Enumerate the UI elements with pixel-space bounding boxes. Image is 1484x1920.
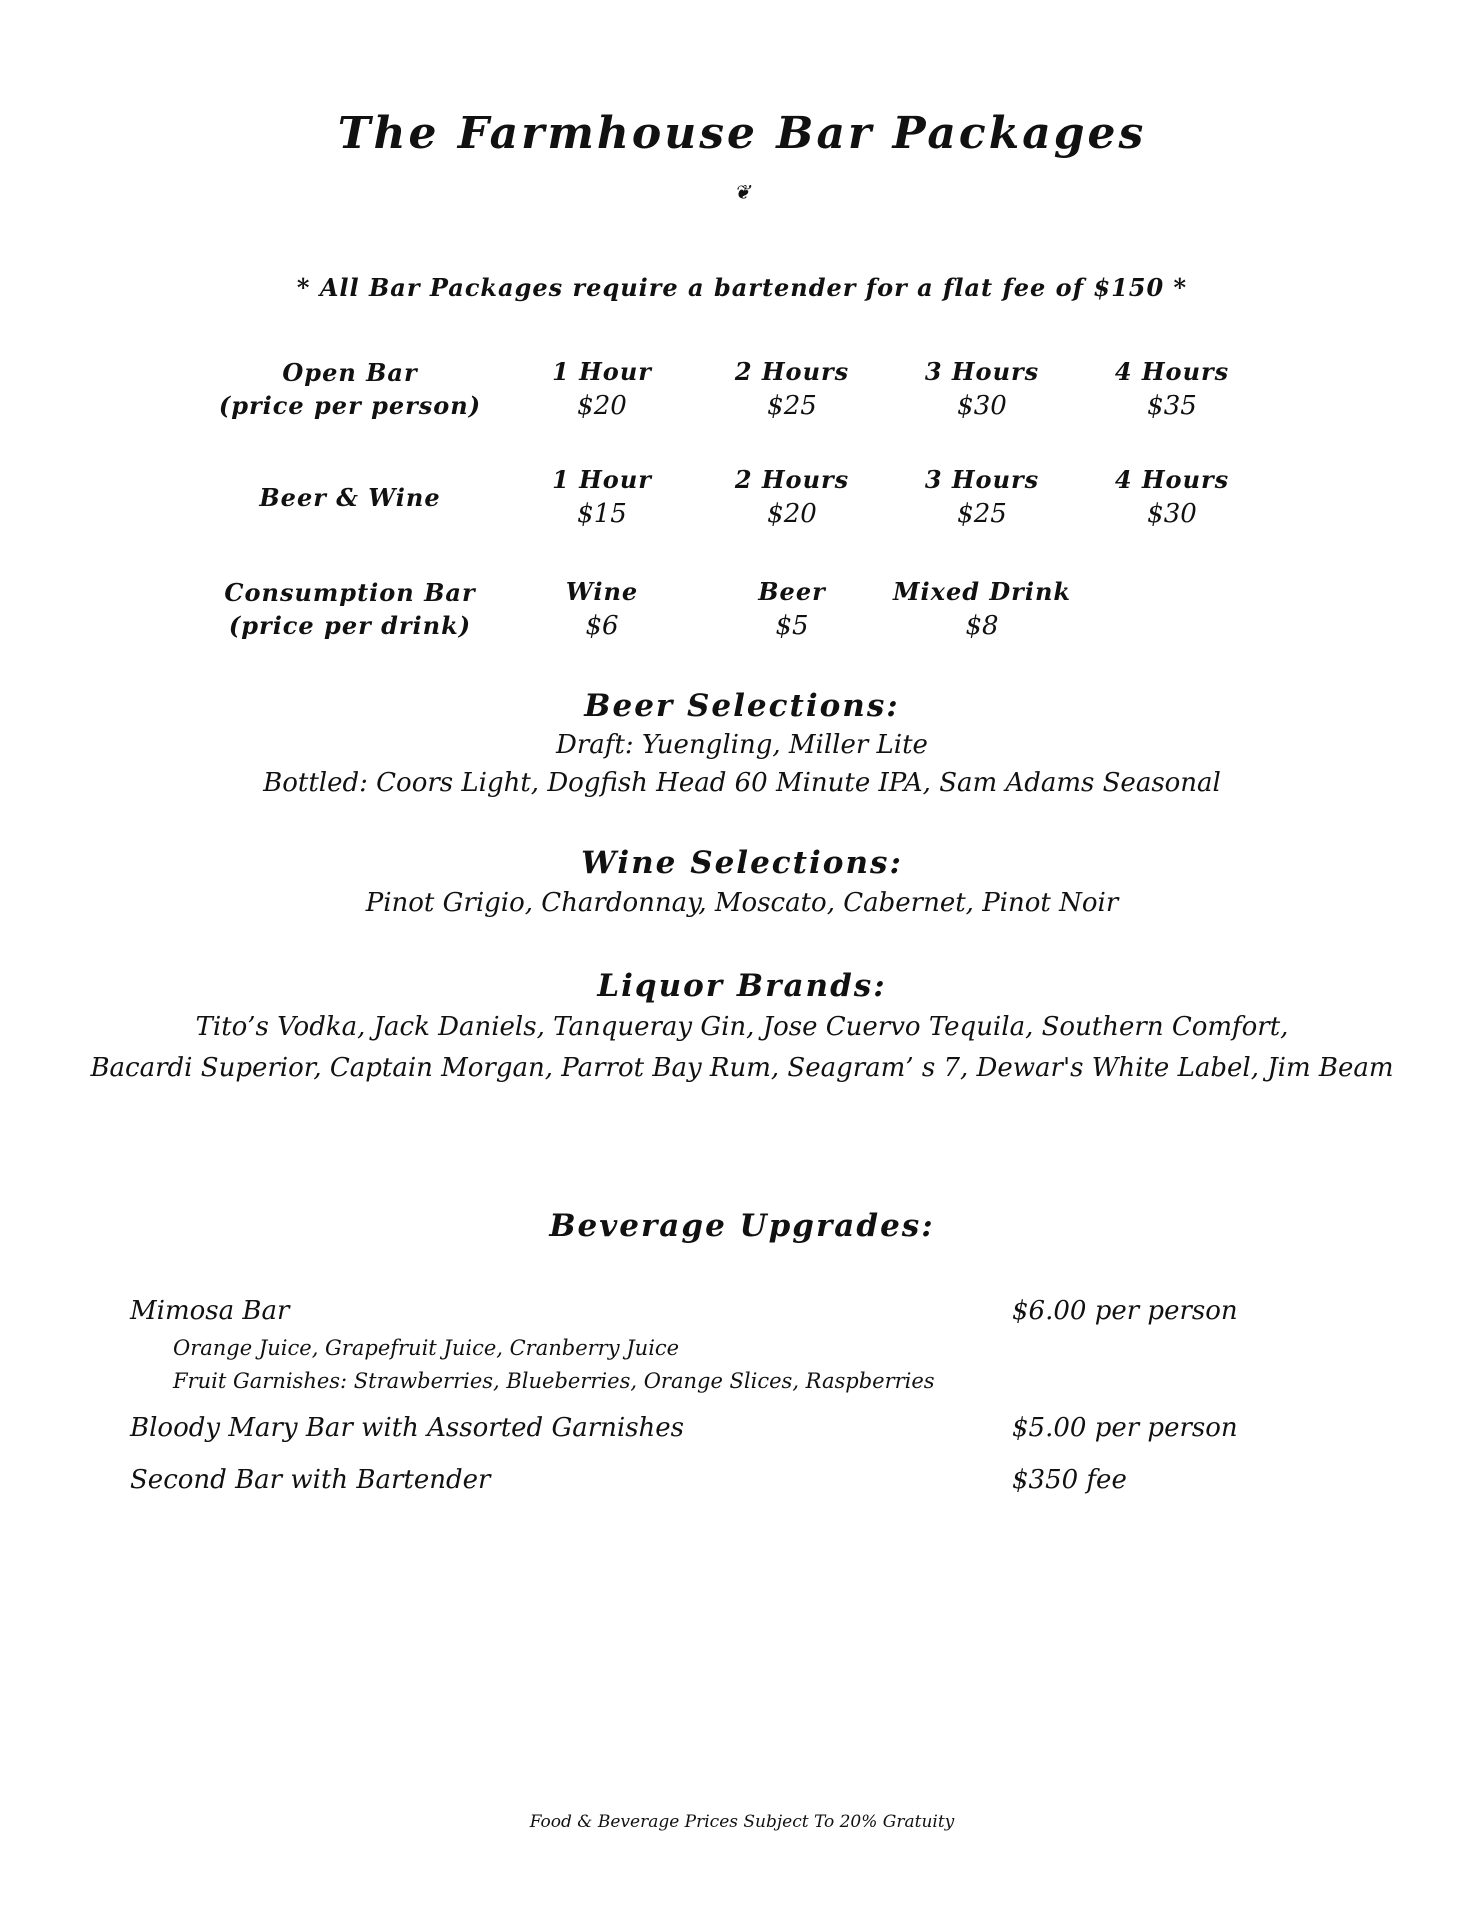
package-subtitle: (price per drink) xyxy=(228,611,472,640)
option-price: $20 xyxy=(577,391,627,421)
upgrade-name-mimosa-bar: Mimosa Bar xyxy=(130,1296,290,1326)
option-name: 1 Hour xyxy=(552,465,652,494)
package-label xyxy=(190,356,510,422)
option-price: $25 xyxy=(957,499,1007,529)
beer-selections-heading: Beer Selections: xyxy=(584,688,900,724)
option-name: 2 Hours xyxy=(734,465,850,494)
option-name: 2 Hours xyxy=(734,357,850,386)
option-price: $5 xyxy=(775,611,809,641)
package-row-beer-wine xyxy=(0,464,1484,554)
package-option xyxy=(887,464,1077,532)
package-option xyxy=(507,356,697,424)
wine-list-line: Pinot Grigio, Chardonnay, Moscato, Cabernet, Pinot Noir xyxy=(365,888,1119,918)
liquor-brands-heading: Liquor Brands: xyxy=(597,968,887,1004)
package-option xyxy=(1077,356,1267,424)
upgrade-price-second-bar: $350 fee xyxy=(1012,1465,1127,1495)
package-option xyxy=(697,464,887,532)
option-price: $35 xyxy=(1147,391,1197,421)
upgrade-name-second-bar: Second Bar with Bartender xyxy=(130,1465,491,1495)
option-name: 4 Hours xyxy=(1114,465,1230,494)
upgrade-detail: Fruit Garnishes: Strawberries, Blueberries, Orange Slices, Raspberries xyxy=(173,1369,935,1393)
package-label xyxy=(190,481,510,514)
upgrade-name-bloody-mary-bar: Bloody Mary Bar with Assorted Garnishes xyxy=(130,1413,685,1443)
package-subtitle: (price per person) xyxy=(218,391,482,420)
package-option xyxy=(1077,464,1267,532)
package-name: Open Bar xyxy=(282,358,418,387)
package-row-open-bar xyxy=(0,356,1484,446)
option-name: 4 Hours xyxy=(1114,357,1230,386)
option-price: $30 xyxy=(1147,499,1197,529)
beverage-upgrades-heading: Beverage Upgrades: xyxy=(549,1208,935,1244)
package-row-consumption-bar xyxy=(0,576,1484,666)
option-name: Wine xyxy=(565,577,639,606)
package-name: Beer & Wine xyxy=(259,483,441,512)
option-price: $15 xyxy=(577,499,627,529)
gratuity-footer: Food & Beverage Prices Subject To 20% Gratuity xyxy=(529,1812,955,1832)
beer-bottled-line: Bottled: Coors Light, Dogfish Head 60 Minute IPA, Sam Adams Seasonal xyxy=(263,768,1221,798)
upgrade-price-bloody-mary-bar: $5.00 per person xyxy=(1012,1413,1238,1443)
option-name: 1 Hour xyxy=(552,357,652,386)
package-option xyxy=(697,576,887,644)
package-option xyxy=(507,464,697,532)
flourish-icon: ❦ xyxy=(733,180,751,204)
option-name: 3 Hours xyxy=(924,465,1040,494)
liquor-list-line-1: Tito’s Vodka, Jack Daniels, Tanqueray Gin, Jose Cuervo Tequila, Southern Comfort, xyxy=(195,1012,1289,1042)
option-price: $20 xyxy=(767,499,817,529)
package-option xyxy=(697,356,887,424)
package-option xyxy=(887,356,1077,424)
option-price: $25 xyxy=(767,391,817,421)
upgrade-price-mimosa-bar: $6.00 per person xyxy=(1012,1296,1238,1326)
bartender-fee-notice: * All Bar Packages require a bartender for a flat fee of $150 * xyxy=(296,273,1188,302)
option-name: Beer xyxy=(758,577,826,606)
option-name: 3 Hours xyxy=(924,357,1040,386)
option-price: $8 xyxy=(965,611,999,641)
wine-selections-heading: Wine Selections: xyxy=(581,845,903,881)
package-name: Consumption Bar xyxy=(224,578,476,607)
liquor-list-line-2: Bacardi Superior, Captain Morgan, Parrot Bay Rum, Seagram’ s 7, Dewar's White Label, Jim Beam xyxy=(90,1053,1394,1083)
upgrade-detail: Orange Juice, Grapefruit Juice, Cranberry Juice xyxy=(173,1336,680,1360)
package-label xyxy=(190,576,510,642)
page-title: The Farmhouse Bar Packages xyxy=(337,108,1147,159)
option-price: $30 xyxy=(957,391,1007,421)
package-option xyxy=(507,576,697,644)
option-name: Mixed Drink xyxy=(892,577,1072,606)
package-option xyxy=(887,576,1077,644)
beer-draft-line: Draft: Yuengling, Miller Lite xyxy=(556,730,928,760)
option-price: $6 xyxy=(585,611,619,641)
